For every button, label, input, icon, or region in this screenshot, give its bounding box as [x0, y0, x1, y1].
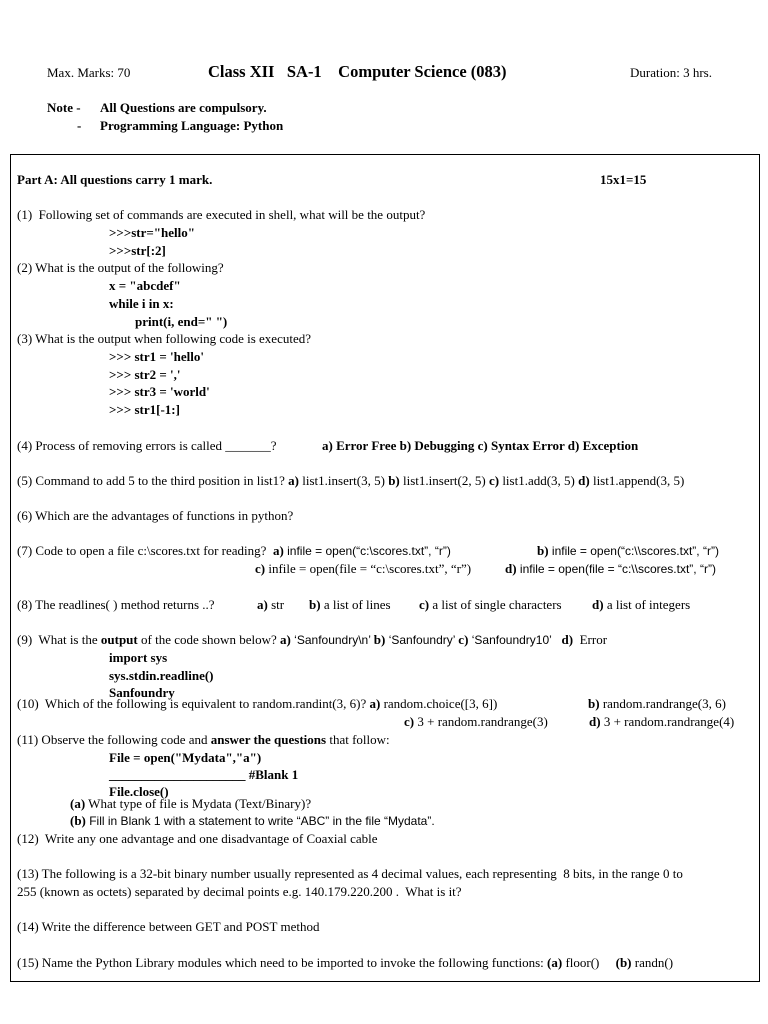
max-marks: Max. Marks: 70 [47, 65, 131, 80]
q5-opt-c: list1.add(3, 5) [499, 473, 579, 488]
q11-code-3: File.close() [109, 784, 169, 799]
q3-code-2: >>> str2 = ',' [109, 367, 181, 382]
question-10 [17, 696, 497, 712]
q9-code-3: Sanfoundry [109, 685, 175, 700]
question-3: (3) What is the output when following code is executed? [17, 331, 311, 346]
q7-option-b [537, 543, 719, 559]
note-item-2: Programming Language: Python [100, 118, 284, 133]
question-12: (12) Write any one advantage and one disadvantage of Coaxial cable [17, 831, 378, 846]
q2-code-3: print(i, end=" ") [135, 314, 228, 329]
q8-option-b [309, 597, 391, 613]
note-label: Note - [47, 100, 81, 115]
q7-opt-d-label: d) [505, 561, 517, 576]
q10-opt-c-label: c) [404, 714, 415, 729]
q7-option-d [505, 561, 716, 577]
q7-opt-a: infile = open(“c:\scores.txt”, “r”) [283, 544, 451, 558]
q9-opt-c-label: c) [458, 632, 469, 647]
q9-opt-a-label: a) [280, 632, 291, 647]
q5-opt-a: list1.insert(3, 5) [299, 473, 389, 488]
q11-sub-b-label: (b) [70, 813, 86, 828]
q9-text-post: of the code shown below? [137, 632, 277, 647]
q8-opt-a: str [267, 597, 285, 612]
question-2: (2) What is the output of the following? [17, 260, 224, 275]
q10-opt-b-label: b) [588, 696, 600, 711]
question-13-line-2: 255 (known as octets) separated by decimal points e.g. 140.179.220.200 . What is it? [17, 884, 462, 899]
note-dash: - [77, 118, 82, 133]
q9-code-1: import sys [109, 650, 168, 665]
q5-opt-c-label: c) [488, 473, 500, 488]
q7-option-c [255, 561, 471, 577]
q3-code-3: >>> str3 = 'world' [109, 384, 210, 399]
question-14: (14) Write the difference between GET and POST method [17, 919, 320, 934]
question-1: (1) Following set of commands are executed in shell, what will be the output? [17, 207, 426, 222]
q8-option-a [257, 597, 284, 613]
q9-opt-c: ‘Sanfoundry10’ [468, 633, 552, 647]
q8-option-c [419, 597, 562, 613]
q11-code-1: File = open("Mydata","a") [109, 750, 262, 765]
q10-opt-b: random.randrange(3, 6) [599, 696, 726, 711]
q10-opt-c: 3 + random.randrange(3) [414, 714, 548, 729]
q8-opt-c-label: c) [419, 597, 430, 612]
q15-opt-a-label: (a) [547, 955, 563, 970]
notes-section [47, 100, 283, 136]
q11-sub-a-text: What type of file is Mydata (Text/Binary)? [85, 796, 312, 811]
q9-opt-d-label: d) [561, 632, 574, 647]
q10-opt-d: 3 + random.randrange(4) [600, 714, 735, 729]
q15-text: (15) Name the Python Library modules which need to be imported to invoke the following functions: [17, 955, 544, 970]
question-11 [17, 732, 390, 748]
q10-option-c [404, 714, 548, 730]
q9-text-pre: (9) What is the [17, 632, 101, 647]
q7-opt-c: infile = open(file = “c:\scores.txt”, “r”) [265, 561, 472, 576]
q2-code-1: x = "abcdef" [109, 278, 181, 293]
q11-sub-a [70, 796, 311, 812]
part-a-heading: Part A: All questions carry 1 mark. [17, 172, 213, 187]
q5-opt-b-label: b) [388, 473, 400, 488]
q10-text: (10) Which of the following is equivalent to random.randint(3, 6)? [17, 696, 367, 711]
question-9 [17, 632, 607, 648]
q10-opt-a-label: a) [369, 696, 381, 711]
q9-opt-b-label: b) [373, 632, 386, 647]
q7-opt-b-label: b) [537, 543, 549, 558]
exam-title: Class XII SA-1 Computer Science (083) [208, 62, 507, 81]
q10-option-b [588, 696, 726, 712]
q11-sub-a-label: (a) [70, 796, 86, 811]
q8-opt-d: a list of integers [603, 597, 691, 612]
q1-code-2: >>>str[:2] [109, 243, 166, 258]
q5-text: (5) Command to add 5 to the third position in list1? [17, 473, 285, 488]
q8-option-d [592, 597, 690, 613]
q7-opt-c-label: c) [255, 561, 266, 576]
q5-opt-b: list1.insert(2, 5) [399, 473, 489, 488]
note-item-1: All Questions are compulsory. [100, 100, 267, 115]
q11-text-post: that follow: [326, 732, 390, 747]
q3-code-4: >>> str1[-1:] [109, 402, 180, 417]
q2-code-2: while i in x: [109, 296, 174, 311]
question-8: (8) The readlines( ) method returns ..? [17, 597, 215, 612]
q9-opt-b: ‘Sanfoundry’ [385, 633, 459, 647]
q11-code-2: _____________________ #Blank 1 [109, 767, 299, 782]
q9-opt-d: Error [573, 632, 608, 647]
q7-opt-d: infile = open(file = “c:\\scores.txt”, “r”) [516, 562, 716, 576]
q7-opt-a-label: a) [272, 543, 284, 558]
q9-code-2: sys.stdin.readline() [109, 668, 214, 683]
question-13-line-1: (13) The following is a 32-bit binary number usually represented as 4 decimal values, each representing 8 bits, in the range 0 to [17, 866, 683, 881]
q10-opt-a: random.choice([3, 6]) [380, 696, 498, 711]
q11-text-bold: answer the questions [210, 732, 327, 747]
q11-sub-b-text: Fill in Blank 1 with a statement to write “ABC” in the file “Mydata”. [85, 814, 435, 828]
q5-opt-d-label: d) [578, 473, 590, 488]
q9-text-bold: output [100, 632, 138, 647]
q3-code-1: >>> str1 = 'hello' [109, 349, 204, 364]
question-4: (4) Process of removing errors is called _______? [17, 438, 277, 453]
q7-text: (7) Code to open a file c:\scores.txt for reading? [17, 543, 267, 558]
question-15 [17, 955, 673, 971]
q10-option-d [589, 714, 734, 730]
duration: Duration: 3 hrs. [630, 65, 712, 80]
q9-opt-a: ‘Sanfoundry\n’ [290, 633, 374, 647]
q4-options: a) Error Free b) Debugging c) Syntax Error d) Exception [322, 438, 639, 453]
q1-code-1: >>>str="hello" [109, 225, 195, 240]
q5-opt-a-label: a) [288, 473, 300, 488]
exam-header [0, 62, 768, 84]
q11-text-pre: (11) Observe the following code and [17, 732, 211, 747]
q8-opt-b-label: b) [309, 597, 321, 612]
question-6: (6) Which are the advantages of functions in python? [17, 508, 294, 523]
q5-opt-d: list1.append(3, 5) [589, 473, 685, 488]
q7-opt-b: infile = open(“c:\\scores.txt”, “r”) [548, 544, 719, 558]
q10-opt-d-label: d) [589, 714, 601, 729]
question-5 [17, 473, 684, 489]
part-a-marks: 15x1=15 [600, 172, 647, 187]
q8-opt-a-label: a) [257, 597, 268, 612]
q8-opt-d-label: d) [592, 597, 604, 612]
q8-opt-c: a list of single characters [429, 597, 562, 612]
q15-opt-b-label: (b) [615, 955, 632, 970]
q15-opt-b: randn() [631, 955, 674, 970]
question-7 [17, 543, 451, 559]
q11-sub-b [70, 813, 435, 829]
q15-opt-a: floor() [562, 955, 600, 970]
q8-opt-b: a list of lines [320, 597, 391, 612]
